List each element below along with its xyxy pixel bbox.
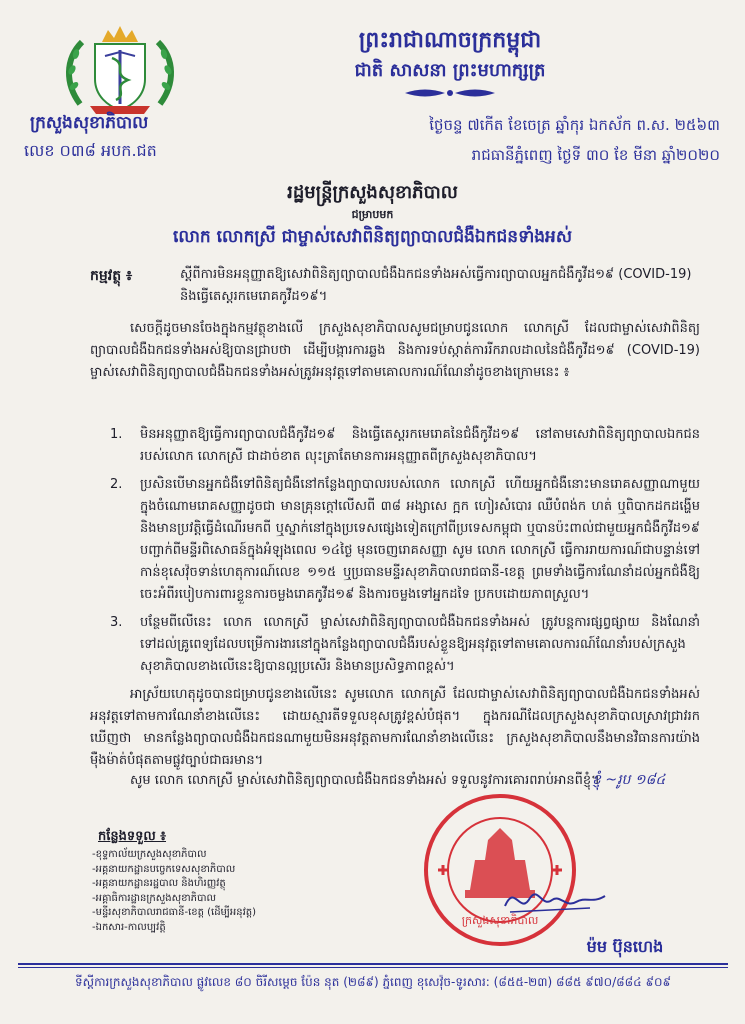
handwritten-note: ខ្ញុំ ~រូប ១៨៤ <box>592 772 666 788</box>
ministry-logo-icon <box>60 24 180 116</box>
list-item <box>110 474 700 606</box>
official-seal-icon <box>420 790 580 950</box>
addressee: លោក លោកស្រី ជាម្ចាស់សេវាពិនិត្យព្យាបាលជំងឺឯកជនទាំងអស់ <box>172 227 573 247</box>
lunar-date: ថ្ងៃចន្ទ ៧កើត ខែចេត្រ ឆ្នាំកុរ ឯកស័ក ព.ស. ២៥៦៣ <box>429 116 720 134</box>
instruction-list <box>110 424 700 684</box>
list-item <box>110 424 700 468</box>
kingdom-title: ព្រះរាជាណាចក្រកម្ពុជា <box>358 27 542 53</box>
footer-divider <box>18 963 728 965</box>
list-item-text: បន្ថែមពីលើនេះ លោក លោកស្រី ម្ចាស់សេវាពិនិត្យព្យាបាលជំងឺឯកជនទាំងអស់ ត្រូវបន្តការផ្សព្វផ្សាយ និងណែនាំទៅដល់គ្រូពេទ្យដែលបម្រើការងារនៅក្នុងកន្លែងព្យាបាលជំងឺរបស់ខ្លួនឱ្យអនុវត្តទៅតាមគោលការណ៍ណែនាំរបស់ក្រសួងសុខាភិបាលខាងលើនេះឱ្យបានល្អប្រសើរ និងមានប្រសិទ្ធភាពខ្ពស់។ <box>140 615 700 674</box>
list-item-text: ប្រសិនបើមានអ្នកជំងឺទៅពិនិត្យជំងឺនៅកន្លែងព្យាបាលរបស់លោក លោកស្រី ហើយអ្នកជំងឺនោះមានរោគសញ្ញាណាមួយក្នុងចំណោមរោគសញ្ញាដូចជា មានគ្រុនក្តៅលើសពី ៣៨ អង្សាសេ ក្អក ហៀរសំបោរ ឈឺបំពង់ក ហត់ ឬពិបាកដកដង្ហើម និងមានប្រវត្តិធ្វើដំណើរមកពី ឬស្នាក់នៅក្នុងប្រទេសផ្សេងទៀតក្រៅពីប្រទេសកម្ពុជា ឬបានប៉ះពាល់ជាមួយអ្នកជំងឺកូវីដ១៩ បញ្ជាក់ពីមន្ទីរពិសោធន៍ក្នុងអំឡុងពេល ១៤ថ្ងៃ មុនចេញរោគសញ្ញា សូម លោក លោកស្រី ធ្វើការរាយការណ៍ជាបន្ទាន់ទៅកាន់ខុសេវ៉ុចទាន់ហេតុការណ៍លេខ ១១៥ ឬប្រធានមន្ទីរសុខាភិបាលរាជធានី-ខេត្ត ព្រមទាំងធ្វើការណែនាំដល់អ្នកជំងឺឱ្យចេះអំពីរបៀបការពារខ្លួនការចម្លងរោគកូវីដ១៩ និងការចម្លងទៅអ្នកដទៃ ប្រកបដោយភាពស្រួល។ <box>140 477 700 602</box>
list-item <box>110 612 700 678</box>
subject-label: កម្មវត្ថុ ៖ <box>90 268 133 284</box>
list-item: -អគ្គនាយកដ្ឋានបច្ចេកទេសសុខាភិបាល <box>92 863 236 875</box>
list-item: -ឯកសារ-កាលប្បវត្តិ <box>92 921 166 933</box>
to-label: ជម្រាបមក <box>351 208 394 221</box>
body-paragraph-2: អាស្រ័យហេតុដូចបានជម្រាបជូនខាងលើនេះ សូមលោក លោកស្រី ដែលជាម្ចាស់សេវាពិនិត្យព្យាបាលជំងឺឯកជនទាំងអស់ អនុវត្តទៅតាមការណែនាំខាងលើនេះ ដោយស្មារតីទទួលខុសត្រូវខ្ពស់បំផុត។ ក្នុងករណីដែលក្រសួងសុខាភិបាលស្រាវជ្រាវរកឃើញថា មានកន្លែងព្យាបាលជំងឺឯកជនណាមួយមិនអនុវត្តតាមការណែនាំខាងលើនេះ ក្រសួងសុខាភិបាលនឹងមានវិធានការយ៉ាងម៉ឺងម៉ាត់បំផុតតាមផ្លូវច្បាប់ជាធរមាន។ <box>90 687 700 768</box>
signature-icon <box>500 878 610 918</box>
sender-title: រដ្ឋមន្ត្រីក្រសួងសុខាភិបាល <box>287 182 458 203</box>
reference-number: លេខ ០៣៨ អបក.ជត <box>24 141 157 160</box>
national-motto: ជាតិ សាសនា ព្រះមហាក្សត្រ <box>354 60 546 81</box>
gregorian-date: រាជធានីភ្នំពេញ ថ្ងៃទី ៣០ ខែ មីនា ឆ្នាំ២០២០ <box>471 146 720 164</box>
ministry-name: ក្រសួងសុខាភិបាល <box>30 113 149 133</box>
list-item-number: 2. <box>110 477 123 492</box>
list-item: -អគ្គនាយកដ្ឋានរដ្ឋបាល និងហិរញ្ញវត្ថុ <box>92 878 226 889</box>
cc-list <box>92 848 332 935</box>
footer-divider <box>18 967 728 968</box>
list-item: -អគ្គាធិការដ្ឋានក្រសួងសុខាភិបាល <box>92 892 217 904</box>
ornament-divider-icon <box>400 86 500 100</box>
list-item-number: 3. <box>110 615 123 630</box>
seal-text: ក្រសួងសុខាភិបាល <box>461 914 539 927</box>
list-item: -មន្ទីរសុខាភិបាលរាជធានី-ខេត្ត (ដើម្បីអនុវត្ត) <box>92 907 256 918</box>
list-item-text: មិនអនុញ្ញាតឱ្យធ្វើការព្យាបាលជំងឺកូវីដ១៩ និងធ្វើតេស្តរកមេរោគនៃជំងឺកូវីដ១៩ នៅតាមសេវាពិនិត្យព្យាបាលឯកជនរបស់លោក លោកស្រី ជាដាច់ខាត លុះត្រាតែមានការអនុញ្ញាតពីក្រសួងសុខាភិបាល។ <box>140 427 700 464</box>
footer-address: ទីស្តីការក្រសួងសុខាភិបាល ផ្លូវលេខ ៨០ ចិរីសម្តេច ប៉ែន នុត (២៨៩) ភ្នំពេញ ខុសេវ៉ុច-ទូរសារ: (៨៥៥-២៣) ៨៨៥ ៩៧០/៨៨៤ ៩០៩ <box>75 975 671 989</box>
list-item: -ខុទ្ទកាល័យក្រសួងសុខាភិបាល <box>92 849 207 860</box>
body-paragraph-1: សេចក្តីដូចមានចែងក្នុងកម្មវត្ថុខាងលើ ក្រសួងសុខាភិបាលសូមជម្រាបជូនលោក លោកស្រី ដែលជាម្ចាស់សេវាពិនិត្យព្យាបាលជំងឺឯកជនទាំងអស់ឱ្យបានជ្រាបថា ដើម្បីបង្ការការឆ្លង និងការទប់ស្កាត់ការរីករាលដាលនៃជំងឺកូវីដ១៩ (COVID-19) ម្ចាស់សេវាពិនិត្យព្យាបាលជំងឺឯកជនទាំងអស់ត្រូវអនុវត្តទៅតាមគោលការណ៍ណែនាំដូចខាងក្រោមនេះ ៖ <box>90 321 700 380</box>
signer-name: ម៉ម ប៊ុនហេង <box>586 937 664 956</box>
list-item-number: 1. <box>110 427 123 442</box>
closing-paragraph: សូម លោក លោកស្រី ម្ចាស់សេវាពិនិត្យព្យាបាលជំងឺឯកជនទាំងអស់ ទទួលនូវការគោរពរាប់អានពីខ្ញុំ។ <box>130 773 600 788</box>
subject-text: ស្តីពីការមិនអនុញ្ញាតឱ្យសេវាពិនិត្យព្យាបាលជំងឺឯកជនទាំងអស់ធ្វើការព្យាបាលអ្នកជំងឺកូវីដ១៩ (COVID-19) និងធ្វើតេស្តរកមេរោគកូវីដ១៩។ <box>180 267 692 304</box>
cc-title: កន្លែងទទួល ៖ <box>98 829 167 844</box>
